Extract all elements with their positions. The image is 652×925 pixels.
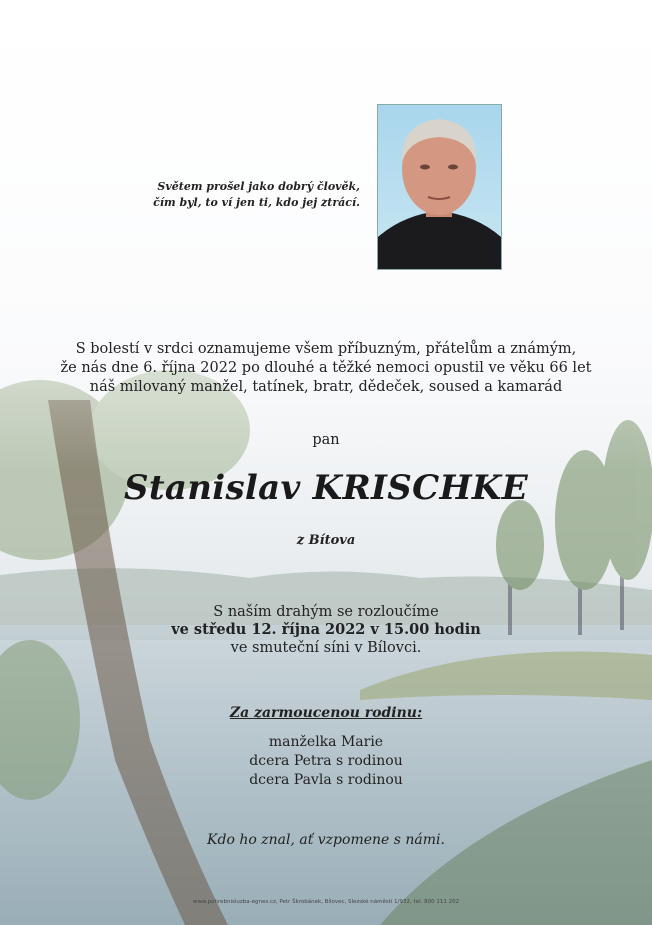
portrait-figure: [378, 105, 501, 269]
mourner-item: dcera Petra s rodinou: [249, 753, 403, 769]
announcement-line-2: že nás dne 6. října 2022 po dlouhé a těžké nemoci opustil ve věku 66 let: [60, 360, 592, 376]
honorific: pan: [312, 432, 340, 448]
mourners-section: [0, 704, 652, 790]
funeral-venue: ve smuteční síni v Bílovci.: [230, 640, 422, 656]
funeral-line-1: S naším drahým se rozloučíme: [213, 604, 439, 620]
closing-line: Kdo ho znal, ať vzpomene s námi.: [207, 832, 445, 848]
footer-contact: www.pohrebnisluzba-egnes.cz, Petr Škrobánek, Bílovec, Slezské náměstí 1/932, tel. 800 111 202: [192, 899, 460, 905]
mourner-item: dcera Pavla s rodinou: [249, 772, 403, 788]
announcement-line-1: S bolestí v srdci oznamujeme všem příbuzným, přátelům a známým,: [75, 341, 577, 357]
deceased-name: Stanislav KRISCHKE: [124, 468, 528, 508]
mourner-item: manželka Marie: [268, 734, 384, 750]
funeral-date-time: ve středu 12. října 2022 v 15.00 hodin: [171, 621, 481, 638]
motto-line-1: Světem prošel jako dobrý člověk,: [157, 180, 360, 193]
portrait-photo: [377, 104, 502, 270]
funeral-details: [0, 603, 652, 657]
announcement-text: [0, 340, 652, 397]
motto-quote: [70, 179, 360, 211]
motto-line-2: čím byl, to ví jen ti, kdo jej ztrácí.: [153, 196, 360, 209]
mourners-heading: Za zarmoucenou rodinu:: [229, 705, 423, 721]
deceased-origin: z Bítova: [296, 533, 356, 548]
announcement-line-3: náš milovaný manžel, tatínek, bratr, dědeček, soused a kamarád: [89, 379, 563, 395]
